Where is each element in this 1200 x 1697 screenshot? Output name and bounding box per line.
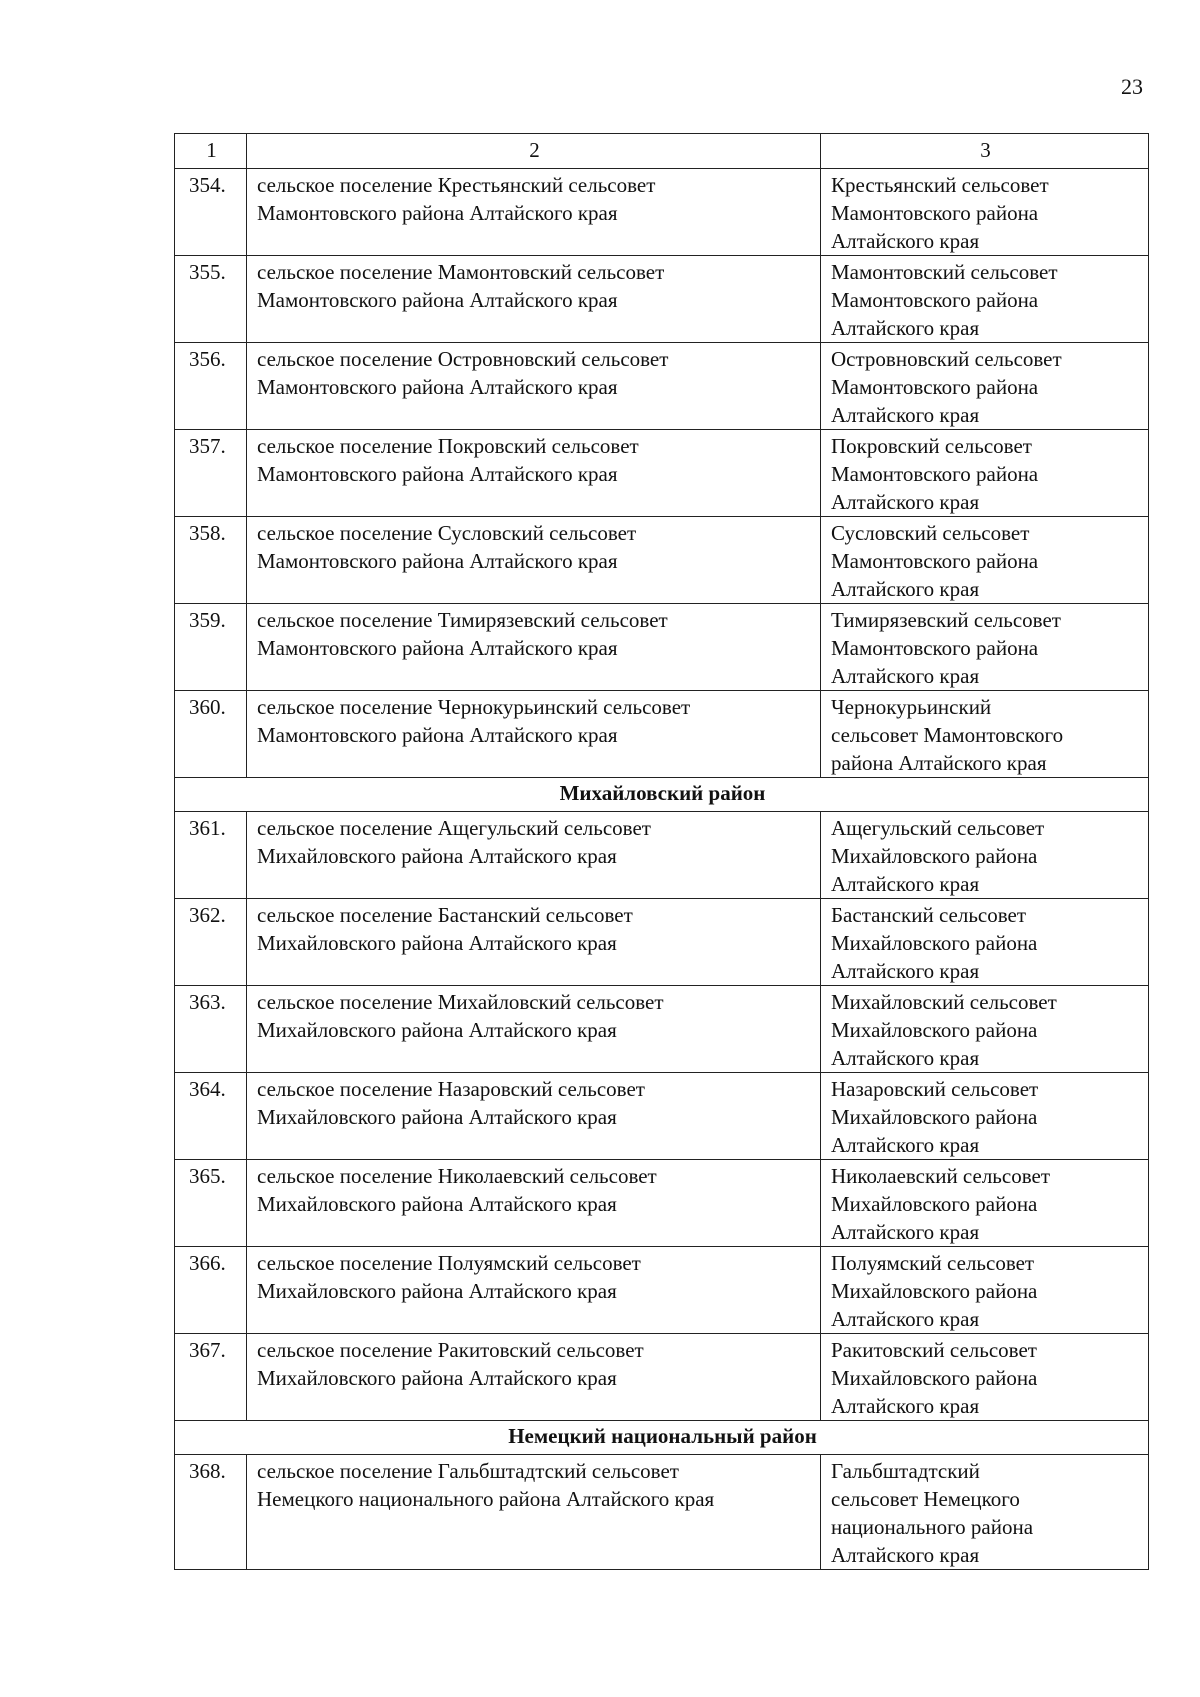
row-number: 357. [175, 430, 247, 517]
cell-text-line: сельсовет Мамонтовского [831, 723, 1064, 747]
cell-text-line: Алтайского края [831, 959, 980, 983]
cell-text-line: Алтайского края [831, 664, 980, 688]
settlement-name-cell [247, 691, 821, 778]
cell-text-line: Немецкого национального района Алтайского края [257, 1487, 715, 1511]
cell-text-line: Михайловского района Алтайского края [257, 1192, 617, 1216]
cell-text-line: Мамонтовского района Алтайского края [257, 723, 618, 747]
cell-text-line: Мамонтовского района [831, 636, 1039, 660]
header-cell-2: 2 [247, 134, 821, 169]
cell-text-line: Назаровский сельсовет [831, 1077, 1039, 1101]
cell-text-line: Михайловского района Алтайского края [257, 1366, 617, 1390]
body-name-cell [821, 169, 1149, 256]
table-row [175, 899, 1149, 986]
body-name-cell [821, 256, 1149, 343]
cell-text-line: сельсовет Немецкого [831, 1487, 1020, 1511]
body-name-cell [821, 1247, 1149, 1334]
cell-text-line: Алтайского края [831, 490, 980, 514]
cell-text-line: сельское поселение Сусловский сельсовет [257, 521, 637, 545]
table-row [175, 1073, 1149, 1160]
cell-text-line: Мамонтовского района Алтайского края [257, 201, 618, 225]
section-header-row [175, 1421, 1149, 1455]
cell-text-line: Алтайского края [831, 1220, 980, 1244]
cell-text-line: Михайловского района [831, 1279, 1038, 1303]
cell-text-line: Полуямский сельсовет [831, 1251, 1035, 1275]
cell-text-line: Алтайского края [831, 403, 980, 427]
cell-text-line: Михайловского района Алтайского края [257, 1105, 617, 1129]
row-number: 361. [175, 812, 247, 899]
cell-text-line: Николаевский сельсовет [831, 1164, 1050, 1188]
cell-text-line: Мамонтовского района Алтайского края [257, 462, 618, 486]
body-name-cell [821, 1073, 1149, 1160]
row-number: 354. [175, 169, 247, 256]
settlement-name-cell [247, 604, 821, 691]
row-number: 364. [175, 1073, 247, 1160]
body-name-cell [821, 899, 1149, 986]
cell-text-line: Мамонтовского района Алтайского края [257, 636, 618, 660]
cell-text-line: Михайловского района Алтайского края [257, 844, 617, 868]
cell-text-line: Тимирязевский сельсовет [831, 608, 1061, 632]
settlement-name-cell [247, 986, 821, 1073]
cell-text-line: сельское поселение Островновский сельсовет [257, 347, 669, 371]
cell-text-line: Мамонтовский сельсовет [831, 260, 1058, 284]
table-row [175, 986, 1149, 1073]
cell-text-line: Алтайского края [831, 1133, 980, 1157]
table-row [175, 430, 1149, 517]
table-row [175, 517, 1149, 604]
cell-text-line: Алтайского края [831, 577, 980, 601]
settlement-name-cell [247, 899, 821, 986]
cell-text-line: Алтайского края [831, 316, 980, 340]
cell-text-line: национального района [831, 1515, 1034, 1539]
cell-text-line: Мамонтовского района [831, 375, 1039, 399]
cell-text-line: Мамонтовского района [831, 549, 1039, 573]
cell-text-line: Алтайского края [831, 1307, 980, 1331]
row-number: 368. [175, 1455, 247, 1570]
table-row [175, 1334, 1149, 1421]
body-name-cell [821, 1160, 1149, 1247]
settlement-name-cell [247, 1455, 821, 1570]
cell-text-line: сельское поселение Покровский сельсовет [257, 434, 639, 458]
cell-text-line: Покровский сельсовет [831, 434, 1032, 458]
cell-text-line: сельское поселение Чернокурьинский сельсовет [257, 695, 691, 719]
header-cell-1: 1 [175, 134, 247, 169]
row-number: 356. [175, 343, 247, 430]
cell-text-line: Мамонтовского района Алтайского края [257, 375, 618, 399]
table-row [175, 604, 1149, 691]
cell-text-line: Михайловского района Алтайского края [257, 1018, 617, 1042]
cell-text-line: сельское поселение Крестьянский сельсовет [257, 173, 656, 197]
cell-text-line: Мамонтовского района Алтайского края [257, 288, 618, 312]
row-number: 363. [175, 986, 247, 1073]
cell-text-line: сельское поселение Полуямский сельсовет [257, 1251, 641, 1275]
body-name-cell [821, 812, 1149, 899]
body-name-cell [821, 517, 1149, 604]
cell-text-line: Ащегульский сельсовет [831, 816, 1045, 840]
body-name-cell [821, 1334, 1149, 1421]
cell-text-line: Михайловского района [831, 931, 1038, 955]
settlement-name-cell [247, 1160, 821, 1247]
row-number: 365. [175, 1160, 247, 1247]
table-row [175, 1455, 1149, 1570]
cell-text-line: Гальбштадтский [831, 1459, 980, 1483]
table-header-row [175, 134, 1149, 169]
cell-text-line: Алтайского края [831, 1046, 980, 1070]
cell-text-line: Михайловского района [831, 1192, 1038, 1216]
cell-text-line: Крестьянский сельсовет [831, 173, 1049, 197]
section-header-row [175, 778, 1149, 812]
cell-text-line: Михайловского района [831, 1366, 1038, 1390]
cell-text-line: Мамонтовского района [831, 201, 1039, 225]
settlement-name-cell [247, 1334, 821, 1421]
cell-text-line: Михайловского района Алтайского края [257, 931, 617, 955]
row-number: 359. [175, 604, 247, 691]
cell-text-line: Алтайского края [831, 1543, 980, 1567]
settlement-name-cell [247, 517, 821, 604]
table-row [175, 1160, 1149, 1247]
table-row [175, 691, 1149, 778]
table-row [175, 343, 1149, 430]
cell-text-line: Михайловский сельсовет [831, 990, 1057, 1014]
section-title: Михайловский район [175, 778, 1149, 812]
body-name-cell [821, 1455, 1149, 1570]
cell-text-line: сельское поселение Назаровский сельсовет [257, 1077, 645, 1101]
table-row [175, 812, 1149, 899]
settlement-name-cell [247, 430, 821, 517]
cell-text-line: Ракитовский сельсовет [831, 1338, 1037, 1362]
row-number: 358. [175, 517, 247, 604]
settlement-name-cell [247, 1247, 821, 1334]
row-number: 362. [175, 899, 247, 986]
table-row [175, 256, 1149, 343]
cell-text-line: Михайловского района [831, 1018, 1038, 1042]
cell-text-line: Бастанский сельсовет [831, 903, 1027, 927]
cell-text-line: Алтайского края [831, 1394, 980, 1418]
section-title: Немецкий национальный район [175, 1421, 1149, 1455]
cell-text-line: сельское поселение Бастанский сельсовет [257, 903, 633, 927]
cell-text-line: Алтайского края [831, 872, 980, 896]
cell-text-line: сельское поселение Тимирязевский сельсовет [257, 608, 668, 632]
settlement-name-cell [247, 1073, 821, 1160]
table-row [175, 1247, 1149, 1334]
page-number: 23 [1121, 74, 1143, 99]
cell-text-line: Михайловского района Алтайского края [257, 1279, 617, 1303]
cell-text-line: сельское поселение Мамонтовский сельсовет [257, 260, 665, 284]
body-name-cell [821, 986, 1149, 1073]
cell-text-line: сельское поселение Ракитовский сельсовет [257, 1338, 644, 1362]
cell-text-line: района Алтайского края [831, 751, 1047, 775]
body-name-cell [821, 604, 1149, 691]
cell-text-line: Алтайского края [831, 229, 980, 253]
settlement-name-cell [247, 812, 821, 899]
cell-text-line: сельское поселение Гальбштадтский сельсовет [257, 1459, 679, 1483]
settlements-table [174, 133, 1149, 1570]
body-name-cell [821, 430, 1149, 517]
cell-text-line: Мамонтовского района [831, 288, 1039, 312]
settlement-name-cell [247, 256, 821, 343]
row-number: 367. [175, 1334, 247, 1421]
row-number: 360. [175, 691, 247, 778]
table-row [175, 169, 1149, 256]
cell-text-line: Сусловский сельсовет [831, 521, 1030, 545]
header-cell-3: 3 [821, 134, 1149, 169]
cell-text-line: сельское поселение Михайловский сельсовет [257, 990, 664, 1014]
body-name-cell [821, 691, 1149, 778]
settlement-name-cell [247, 343, 821, 430]
body-name-cell [821, 343, 1149, 430]
settlement-name-cell [247, 169, 821, 256]
cell-text-line: сельское поселение Ащегульский сельсовет [257, 816, 651, 840]
cell-text-line: Островновский сельсовет [831, 347, 1062, 371]
cell-text-line: Михайловского района [831, 844, 1038, 868]
cell-text-line: сельское поселение Николаевский сельсовет [257, 1164, 657, 1188]
cell-text-line: Мамонтовского района [831, 462, 1039, 486]
row-number: 366. [175, 1247, 247, 1334]
cell-text-line: Чернокурьинский [831, 695, 992, 719]
row-number: 355. [175, 256, 247, 343]
cell-text-line: Мамонтовского района Алтайского края [257, 549, 618, 573]
cell-text-line: Михайловского района [831, 1105, 1038, 1129]
